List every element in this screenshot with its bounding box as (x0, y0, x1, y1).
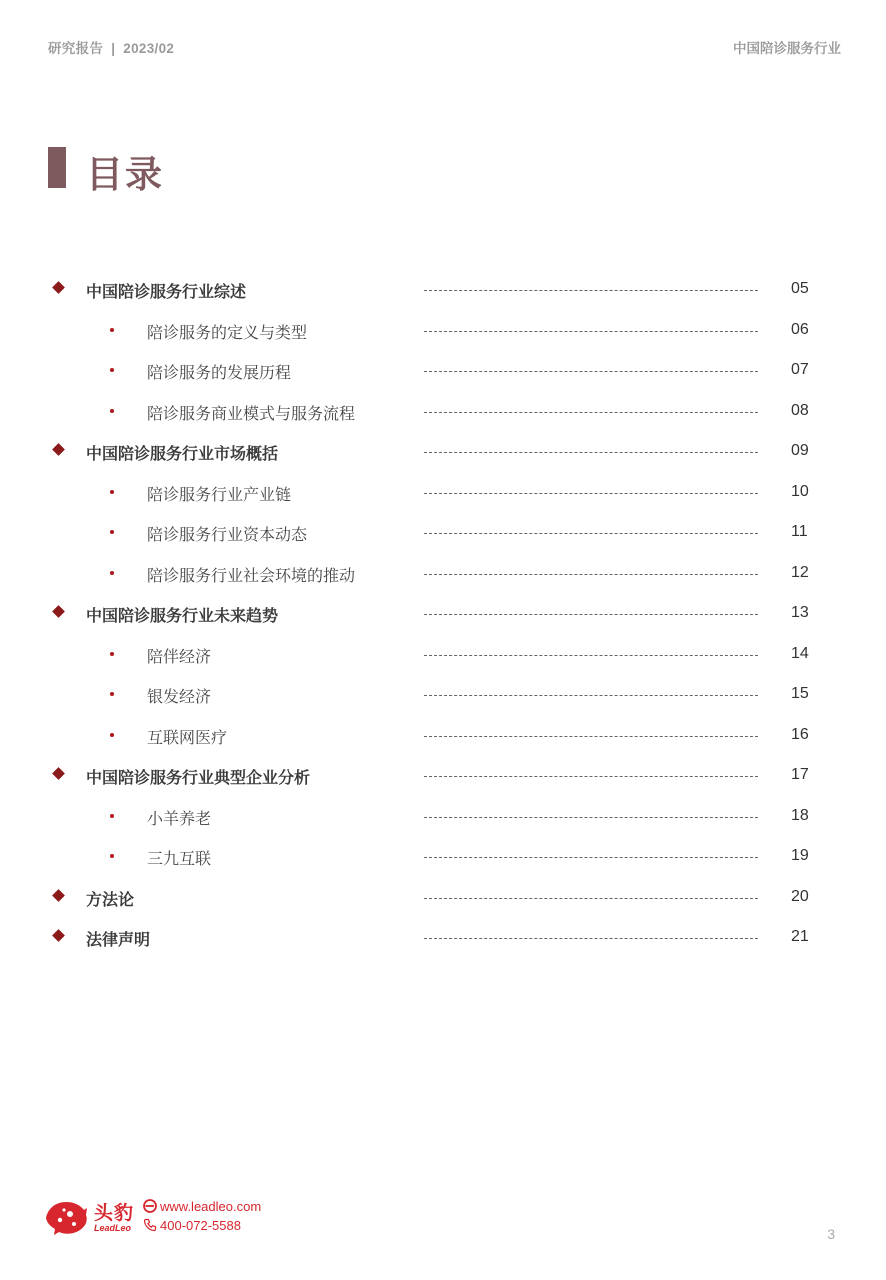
header-left (48, 37, 174, 57)
toc-entry-label: 陪诊服务行业产业链 (147, 486, 292, 504)
toc-entry-label: 法律声明 (86, 932, 151, 949)
toc-subsection-row[interactable] (0, 554, 886, 594)
toc-page-number: 11 (791, 523, 808, 540)
toc-subsection-row[interactable] (0, 797, 886, 837)
toc-section-row[interactable] (0, 756, 886, 796)
phone-number: 400-072-5588 (160, 1218, 241, 1233)
dot-bullet-icon (110, 490, 114, 494)
report-type-label: 研究报告 (48, 41, 104, 56)
dot-bullet-icon (110, 854, 114, 858)
dotted-leader (424, 898, 758, 899)
toc-entry-label: 银发经济 (147, 689, 212, 706)
dotted-leader (424, 412, 758, 413)
dotted-leader (424, 331, 758, 332)
toc-entry-label: 中国陪诊服务行业综述 (86, 284, 247, 301)
dotted-leader (424, 452, 758, 453)
diamond-bullet-icon (52, 889, 65, 902)
toc-entry-label: 互联网医疗 (147, 729, 228, 747)
dotted-leader (424, 736, 758, 737)
toc-page-number: 09 (791, 442, 809, 459)
leopard-head-icon (44, 1198, 88, 1236)
diamond-bullet-icon (52, 281, 65, 294)
dotted-leader (424, 938, 758, 939)
page-title: 目录 (86, 154, 164, 195)
dotted-leader (424, 614, 758, 615)
logo-chinese-name: 头豹 (94, 1203, 135, 1224)
dotted-leader (424, 290, 758, 291)
dotted-leader (424, 574, 758, 575)
dotted-leader (424, 655, 758, 656)
toc-page-number: 07 (791, 361, 809, 378)
toc-entry-label: 中国陪诊服务行业未来趋势 (86, 608, 279, 625)
dotted-leader (424, 533, 758, 534)
toc-section-row[interactable] (0, 594, 886, 634)
toc-page-number: 19 (791, 847, 809, 864)
toc-page-number: 08 (791, 401, 809, 419)
toc-page-number: 13 (791, 604, 809, 621)
footer-contact (143, 1199, 261, 1237)
toc-entry-label: 中国陪诊服务行业典型企业分析 (86, 770, 311, 787)
dot-bullet-icon (110, 571, 114, 575)
dot-bullet-icon (110, 409, 114, 413)
page-number: 3 (827, 1226, 835, 1242)
header-separator: | (111, 41, 116, 56)
phone-icon (143, 1218, 157, 1232)
dotted-leader (424, 817, 758, 818)
toc-section-row[interactable] (0, 878, 886, 918)
toc-section-row[interactable] (0, 270, 886, 310)
toc-subsection-row[interactable] (0, 311, 886, 351)
toc-page-number: 20 (791, 887, 809, 905)
toc-entry-label: 三九互联 (147, 851, 212, 868)
toc-page-number: 14 (791, 644, 809, 662)
dot-bullet-icon (110, 733, 114, 737)
dot-bullet-icon (110, 652, 114, 656)
dot-bullet-icon (110, 692, 114, 696)
toc-page-number: 12 (791, 563, 809, 581)
toc-page-number: 21 (791, 928, 809, 945)
dot-bullet-icon (110, 368, 114, 372)
diamond-bullet-icon (52, 605, 65, 618)
toc-subsection-row[interactable] (0, 392, 886, 432)
toc-entry-label: 方法论 (86, 891, 135, 909)
phone-line (143, 1218, 261, 1237)
dot-bullet-icon (110, 814, 114, 818)
toc-page-number: 06 (791, 320, 809, 338)
toc-entry-label: 陪诊服务行业资本动态 (147, 527, 308, 544)
toc-page-number: 05 (791, 280, 809, 297)
toc-page-number: 15 (791, 685, 809, 702)
toc-subsection-row[interactable] (0, 716, 886, 756)
dotted-leader (424, 493, 758, 494)
toc-page-number: 10 (791, 482, 809, 500)
report-date: 2023/02 (123, 41, 175, 56)
toc-subsection-row[interactable] (0, 351, 886, 391)
toc-subsection-row[interactable] (0, 675, 886, 715)
toc-subsection-row[interactable] (0, 837, 886, 877)
diamond-bullet-icon (52, 443, 65, 456)
toc-section-row[interactable] (0, 918, 886, 958)
toc-page-number: 18 (791, 806, 809, 824)
diamond-bullet-icon (52, 767, 65, 780)
toc-subsection-row[interactable] (0, 635, 886, 675)
website-link[interactable]: www.leadleo.com (160, 1199, 262, 1214)
header-industry-label: 中国陪诊服务行业 (733, 41, 841, 56)
toc-page-number: 16 (791, 725, 809, 743)
toc-entry-label: 陪伴经济 (147, 648, 212, 666)
dotted-leader (424, 776, 758, 777)
page-header (48, 37, 841, 57)
toc-entry-label: 中国陪诊服务行业市场概括 (86, 446, 279, 463)
dotted-leader (424, 857, 758, 858)
dot-bullet-icon (110, 530, 114, 534)
toc-entry-label: 陪诊服务的定义与类型 (147, 324, 308, 342)
dotted-leader (424, 695, 758, 696)
website-line (143, 1199, 261, 1218)
toc-entry-label: 陪诊服务的发展历程 (147, 365, 292, 382)
logo-english-name: LeadLeo (94, 1223, 132, 1233)
toc-page-number: 17 (791, 766, 809, 783)
toc-subsection-row[interactable] (0, 513, 886, 553)
toc-entry-label: 陪诊服务行业社会环境的推动 (147, 567, 356, 585)
dot-bullet-icon (110, 328, 114, 332)
toc-section-row[interactable] (0, 432, 886, 472)
title-accent-bar (48, 147, 66, 188)
dotted-leader (424, 371, 758, 372)
e-logo-icon (143, 1199, 157, 1213)
toc-entry-label: 小羊养老 (147, 810, 212, 828)
toc-subsection-row[interactable] (0, 473, 886, 513)
toc-entry-label: 陪诊服务商业模式与服务流程 (147, 405, 356, 423)
diamond-bullet-icon (52, 929, 65, 942)
